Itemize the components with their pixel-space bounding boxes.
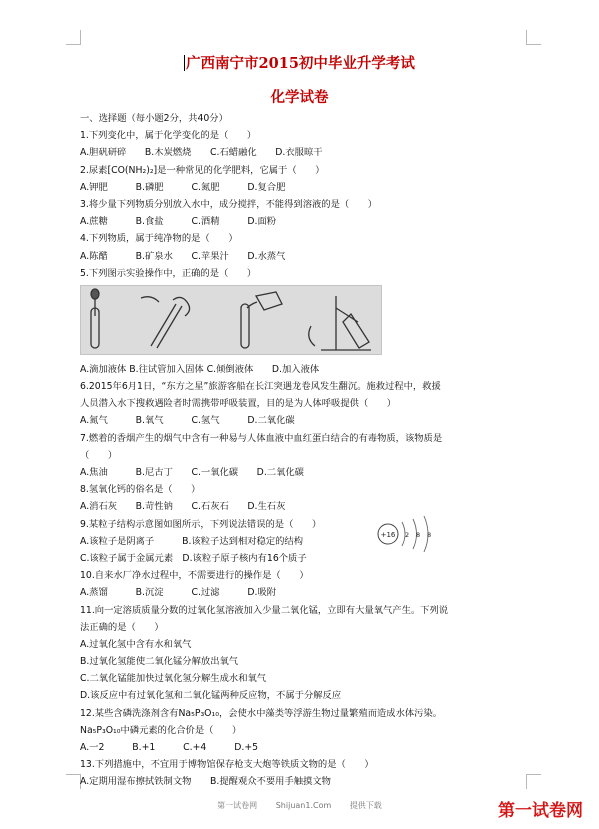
question-8: 8.氢氧化钙的俗名是（ ） — [80, 484, 201, 496]
nucleus-charge: +16 — [380, 530, 396, 539]
question-11-line-2: 法正确的是（ ） — [80, 621, 164, 633]
question-11-option-b: B.过氧化氢能使二氧化锰分解放出氧气 — [80, 656, 239, 668]
question-4: 4.下列物质，属于纯净物的是（ ） — [80, 233, 238, 245]
question-9-block — [80, 516, 520, 539]
question-4-options: A.陈醋 B.矿泉水 C.苹果汁 D.水蒸气 — [80, 250, 286, 262]
exam-title-text: 广西南宁市2015初中毕业升学考试 — [186, 55, 415, 72]
question-6-line-1: 6.2015年6月1日，“东方之星”旅游客船在长江突遇龙卷风发生翻沉。施救过程中，救援 — [80, 381, 441, 393]
shell-2-electrons: 8 — [416, 530, 421, 539]
question-11-option-d: D.该反应中有过氧化氢和二氧化锰两种反应物，不属于分解反应 — [80, 690, 342, 702]
question-7-line-2: （ ） — [80, 449, 118, 461]
crop-mark-bottom-right — [526, 774, 541, 789]
question-9: 9.某粒子结构示意图如图所示，下列说法错误的是（ ） — [80, 518, 322, 530]
text-cursor — [184, 55, 185, 71]
atom-structure-diagram — [376, 514, 440, 560]
lab-operations-figure — [80, 285, 520, 357]
site-watermark-logo: 第一试卷网 — [498, 801, 583, 821]
question-2-options: A.钾肥 B.磷肥 C.氮肥 D.复合肥 — [80, 181, 286, 193]
question-9-options-cd: C.该粒子属于金属元素 D.该粒子原子核内有16个质子 — [80, 552, 307, 564]
crop-mark-bottom-left — [66, 774, 81, 789]
shell-1-electrons: 2 — [405, 530, 410, 539]
question-5-options: A.滴加液体 B.往试管加入固体 C.倾倒液体 D.加入液体 — [80, 363, 320, 375]
lab-operations-image — [80, 285, 382, 355]
question-12-options: A.一2 B.+1 C.+4 D.+5 — [80, 742, 259, 753]
question-7-line-1: 7.燃着的香烟产生的烟气中含有一种易与人体血液中血红蛋白结合的有毒物质，该物质是 — [80, 432, 443, 444]
question-3-options: A.蔗糖 B.食盐 C.酒精 D.面粉 — [80, 216, 277, 228]
question-12-line-2: Na₅P₃O₁₀中磷元素的化合价是（ ） — [80, 724, 242, 736]
question-10: 10.自来水厂净水过程中，不需要进行的操作是（ ） — [80, 570, 309, 582]
section-heading: 一、选择题（每小题2分，共40分） — [80, 113, 228, 124]
crop-mark-top-right — [526, 30, 541, 45]
question-9-options-ab: A.该粒子是阴离子 B.该粒子达到相对稳定的结构 — [80, 535, 304, 547]
footer-download-note: 提供下载 — [349, 801, 382, 810]
shell-3-electrons: 8 — [427, 530, 432, 539]
footer-site-name: 第一试卷网 — [217, 801, 258, 810]
crop-mark-top-left — [66, 30, 81, 45]
lab-apparatus-drawing — [81, 286, 381, 354]
footer-site-url: Shijuan1.Com — [275, 801, 332, 810]
question-2: 2.尿素[CO(NH₂)₂]是一种常见的化学肥料，它属于（ ） — [80, 164, 325, 176]
question-13: 13.下列措施中，不宜用于博物馆保存枪支大炮等铁质文物的是（ ） — [80, 759, 374, 771]
question-6-options: A.氮气 B.氧气 C.氢气 D.二氧化碳 — [80, 415, 295, 427]
question-1-options: A.胆矾研碎 B.木炭燃烧 C.石蜡融化 D.衣服晾干 — [80, 147, 323, 159]
question-1: 1.下列变化中，属于化学变化的是（ ） — [80, 130, 257, 142]
question-12-line-1: 12.某些含磷洗涤剂含有Na₅P₃O₁₀，会使水中藻类等浮游生物过量繁殖而造成水体污染。 — [80, 707, 443, 719]
question-7-options: A.焦油 B.尼古丁 C.一氧化碳 D.二氧化碳 — [80, 467, 304, 478]
question-5: 5.下列图示实验操作中，正确的是（ ） — [80, 267, 257, 279]
question-11-line-1: 11.向一定溶质质量分数的过氧化氢溶液加入少量二氧化锰，立即有大量氧气产生。下列说 — [80, 604, 449, 616]
question-13-options: A.定期用湿布擦拭铁制文物 B.提醒观众不要用手触摸文物 — [80, 776, 331, 788]
question-6-line-2: 人员潜入水下搜救遇险者时需携带呼吸装置，目的是为人体呼吸提供（ ） — [80, 398, 397, 410]
question-content — [80, 110, 520, 791]
exam-subject: 化学试卷 — [270, 89, 329, 106]
question-11-option-a: A.过氧化氢中含有水和氧气 — [80, 638, 192, 650]
exam-title — [0, 52, 599, 73]
question-3: 3.将少量下列物质分别放入水中，成分搅拌，不能得到溶液的是（ ） — [80, 198, 378, 210]
question-10-options: A.蒸馏 B.沉淀 C.过滤 D.吸附 — [80, 587, 277, 599]
question-11-option-c: C.二氧化锰能加快过氧化氢分解生成水和氧气 — [80, 673, 267, 685]
question-8-options: A.消石灰 B.苛性钠 C.石灰石 D.生石灰 — [80, 501, 286, 513]
